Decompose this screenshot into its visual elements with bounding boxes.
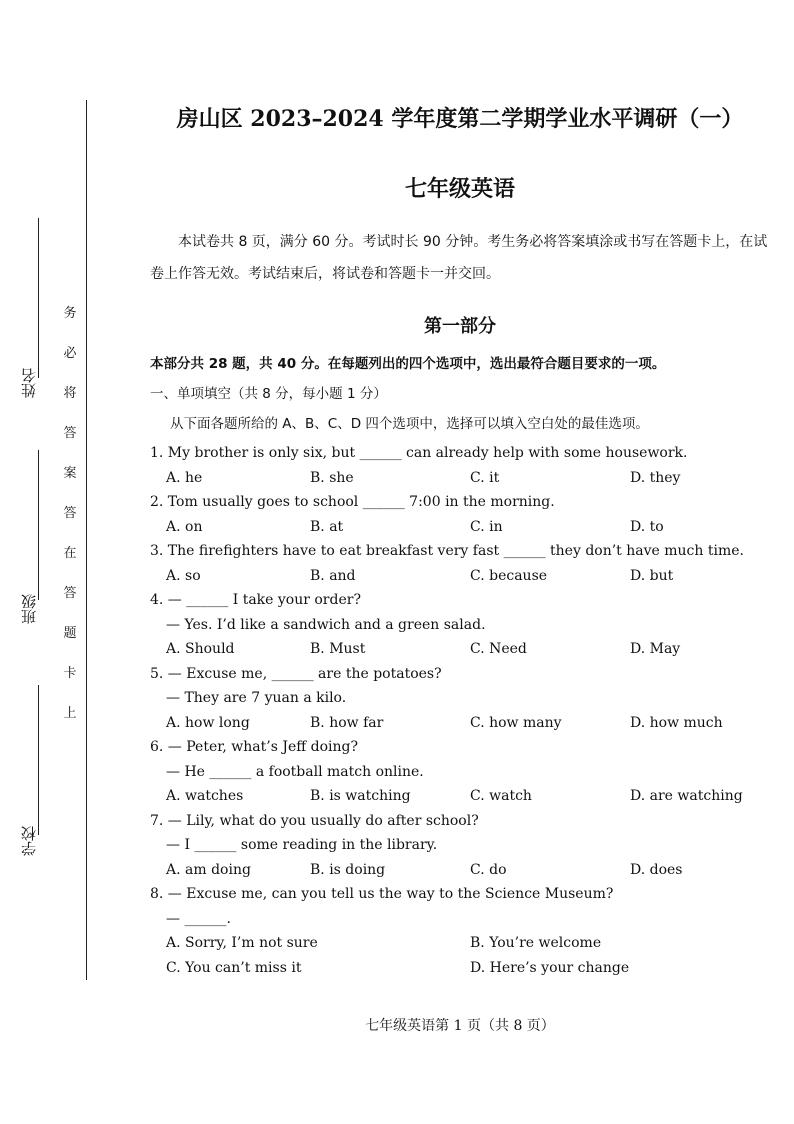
question-2 [150, 490, 780, 539]
option-a: A. watches [166, 788, 244, 804]
question-response: — Yes. I’d like a sandwich and a green salad. [166, 616, 486, 633]
page-footer: 七年级英语第 1 页（共 8 页） [365, 1018, 555, 1034]
option-d: D. does [630, 861, 683, 878]
notice-char: 上 [63, 706, 77, 721]
name-label: 姓名 [20, 368, 38, 398]
part-description: 本部分共 28 题，共 40 分。在每题列出的四个选项中，选出最符合题目要求的一项。 [150, 356, 666, 372]
question-5 [150, 662, 780, 736]
option-d: D. how much [630, 714, 723, 731]
option-row [150, 956, 780, 981]
exam-title: 房山区 2023–2024 学年度第二学期学业水平调研（一） [176, 106, 744, 132]
question-response: — I ______ some reading in the library. [166, 837, 438, 853]
option-d: D. but [630, 567, 674, 584]
option-a: A. so [166, 567, 201, 584]
question-8 [150, 882, 780, 980]
question-stem: 4. — ______ I take your order? [150, 592, 361, 608]
school-label: 学校 [20, 826, 38, 856]
option-row [150, 711, 780, 736]
option-b: B. how far [310, 714, 384, 731]
option-row [150, 564, 780, 589]
notice-char: 题 [63, 626, 77, 641]
question-stem: 3. The firefighters have to eat breakfast very fast ______ they don’t have much time. [150, 543, 744, 559]
class-underline [38, 450, 39, 600]
class-label: 班级 [20, 594, 38, 624]
question-response: — ______. [166, 910, 231, 927]
option-a: A. how long [166, 714, 250, 731]
option-row [150, 466, 780, 491]
option-c: C. in [470, 518, 503, 535]
notice-char: 案 [63, 466, 77, 481]
option-d: D. Here’s your change [470, 959, 630, 976]
option-b: B. and [310, 567, 356, 584]
option-b: B. is watching [310, 788, 411, 804]
option-b: B. she [310, 469, 354, 486]
option-row [150, 515, 780, 540]
question-stem: 7. — Lily, what do you usually do after school? [150, 812, 479, 829]
option-b: B. Must [310, 641, 366, 657]
question-stem: 6. — Peter, what’s Jeff doing? [150, 739, 359, 755]
option-c: C. Need [470, 641, 527, 657]
option-a: A. Should [166, 641, 235, 657]
question-7 [150, 809, 780, 883]
question-1 [150, 441, 780, 490]
notice-char: 答 [63, 426, 77, 441]
option-row [150, 931, 780, 956]
school-underline [38, 685, 39, 835]
question-6 [150, 735, 780, 809]
section-title: 一、单项填空（共 8 分，每小题 1 分） [150, 386, 387, 402]
notice-char: 答 [63, 586, 77, 601]
question-4 [150, 588, 780, 662]
question-stem: 2. Tom usually goes to school ______ 7:00 in the morning. [150, 494, 555, 510]
option-a: A. am doing [166, 861, 251, 878]
question-response: — They are 7 yuan a kilo. [166, 690, 347, 706]
exam-subtitle: 七年级英语 [404, 176, 515, 202]
option-d: D. are watching [630, 788, 743, 804]
option-c: C. because [470, 567, 548, 584]
section-instruction: 从下面各题所给的 A、B、C、D 四个选项中，选择可以填入空白处的最佳选项。 [170, 416, 649, 432]
notice-char: 务 [63, 306, 77, 321]
notice-char: 将 [63, 386, 77, 401]
option-d: D. to [630, 518, 664, 535]
option-b: B. You’re welcome [470, 935, 602, 951]
option-d: D. they [630, 469, 681, 486]
option-c: C. how many [470, 714, 562, 731]
exam-instructions: 本试卷共 8 页，满分 60 分。考试时长 90 分钟。考生务必将答案填涂或书写在答题卡上，在试卷上作答无效。考试结束后，将试卷和答题卡一并交回。 [150, 234, 768, 282]
option-c: C. You can’t miss it [166, 959, 302, 976]
question-stem: 5. — Excuse me, ______ are the potatoes? [150, 665, 442, 682]
question-list [150, 441, 780, 980]
question-3 [150, 539, 780, 588]
option-b: B. at [310, 518, 344, 535]
name-underline [38, 218, 39, 378]
option-row [150, 858, 780, 883]
notice-char: 在 [63, 546, 77, 561]
question-stem: 1. My brother is only six, but ______ can already help with some housework. [150, 445, 688, 461]
binding-line [86, 100, 87, 980]
option-row [150, 784, 780, 809]
option-d: D. May [630, 641, 681, 657]
question-response: — He ______ a football match online. [166, 763, 424, 780]
option-a: A. on [166, 518, 203, 535]
option-c: C. it [470, 469, 500, 486]
option-b: B. is doing [310, 861, 386, 878]
option-row [150, 637, 780, 662]
question-stem: 8. — Excuse me, can you tell us the way to the Science Museum? [150, 886, 614, 902]
notice-char: 卡 [63, 666, 77, 681]
option-a: A. he [166, 469, 203, 486]
option-c: C. watch [470, 788, 532, 804]
notice-char: 必 [63, 346, 77, 361]
option-c: C. do [470, 861, 507, 878]
option-a: A. Sorry, I’m not sure [166, 935, 318, 951]
notice-char: 答 [63, 506, 77, 521]
part-title: 第一部分 [424, 316, 496, 337]
